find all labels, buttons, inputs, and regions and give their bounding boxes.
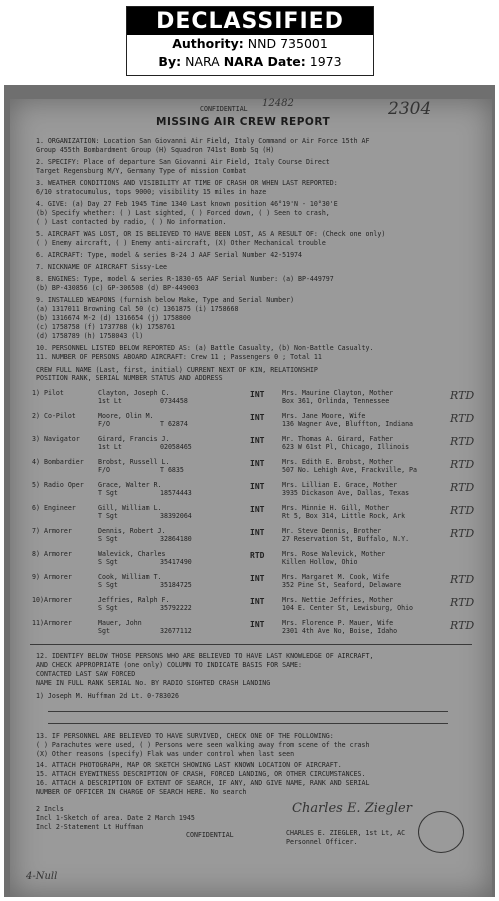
crew-kin: Mrs. Nettie Jeffries, Mother (282, 596, 394, 604)
crew-name: Dennis, Robert J. (98, 527, 166, 535)
stamp-authority-value: NND 735001 (247, 36, 328, 51)
crew-serial: 35184725 (160, 581, 192, 589)
form-line: 10. PERSONNEL LISTED BELOW REPORTED AS: (a) Battle Casualty, (b) Non-Battle Casualty. (36, 344, 374, 352)
crew-kin: Mrs. Minnie H. Gill, Mother (282, 504, 390, 512)
crew-position: Bombardier (44, 458, 84, 466)
form-line: CONTACTED LAST SAW FORCED (36, 670, 136, 678)
crew-position: Navigator (44, 435, 80, 443)
stamp-by (127, 53, 373, 71)
crew-name: Mauer, John (98, 619, 142, 627)
crew-name: Jeffries, Ralph F. (98, 596, 170, 604)
form-line: 15. ATTACH EYEWITNESS DESCRIPTION OF CRASH, FORCED LANDING, OR OTHER CIRCUMSTANCES. (36, 770, 366, 778)
form-line: (d) 1758789 (h) 1758043 (l) (36, 332, 144, 340)
crew-rank: S Sgt (98, 558, 118, 566)
form-line: 6. AIRCRAFT: Type, model & series B-24 J AAF Serial Number 42-51974 (36, 251, 302, 259)
form-line: Target Regensburg M/Y, Germany Type of mission Combat (36, 167, 247, 175)
crew-address: Rt 5, Box 314, Little Rock, Ark (282, 512, 406, 520)
stamp-by-value: NARA (185, 54, 220, 69)
form-line: (X) Other reasons (specify) Flak was under control when last seen (36, 750, 295, 758)
crew-status: INT (250, 459, 265, 468)
report-title: MISSING AIR CREW REPORT (156, 116, 331, 128)
crew-kin: Mr. Thomas A. Girard, Father (282, 435, 394, 443)
crew-serial: 32864180 (160, 535, 192, 543)
classification-bottom: CONFIDENTIAL (186, 831, 234, 839)
crew-status: INT (250, 390, 265, 399)
form-line: 8. ENGINES: Type, model & series R-1830-65 AAF Serial Number: (a) BP-449797 (36, 275, 334, 283)
crew-no: 3) (32, 435, 40, 443)
crew-address: 352 Pine St, Seaford, Delaware (282, 581, 402, 589)
crew-address: 623 W 61st Pl, Chicago, Illinois (282, 443, 410, 451)
crew-mark: RTD (450, 458, 475, 471)
crew-name: Moore, Olin M. (98, 412, 154, 420)
crew-status: RTD (250, 551, 265, 560)
crew-status: INT (250, 505, 265, 514)
crew-kin: Mrs. Rose Walevick, Mother (282, 550, 386, 558)
form-line: 14. ATTACH PHOTOGRAPH, MAP OR SKETCH SHOWING LAST KNOWN LOCATION OF AIRCRAFT. (36, 761, 342, 769)
crew-position: Armorer (44, 527, 72, 535)
crew-position: Engineer (44, 504, 76, 512)
declassified-stamp (126, 6, 374, 76)
stamp-date-label: NARA Date: (223, 54, 306, 69)
crew-no: 4) (32, 458, 40, 466)
classification-top: CONFIDENTIAL (200, 105, 248, 113)
crew-serial: 35792222 (160, 604, 192, 612)
form-line: 3. WEATHER CONDITIONS AND VISIBILITY AT TIME OF CRASH OR WHEN LAST REPORTED: (36, 179, 338, 187)
witness-row: 1) Joseph M. Huffman 2d Lt. 0-783026 (36, 692, 179, 700)
crew-status: INT (250, 620, 265, 629)
crew-kin: Mrs. Florence P. Mauer, Wife (282, 619, 394, 627)
scanned-document (4, 85, 495, 897)
crew-mark: RTD (450, 504, 475, 517)
crew-kin: Mrs. Lillian E. Grace, Mother (282, 481, 398, 489)
report-number: 12482 (262, 98, 294, 109)
crew-header: POSITION RANK, SERIAL NUMBER STATUS AND ADDRESS (36, 374, 223, 382)
form-line: 6/10 stratocumulus, tops 9000; visibility 15 miles in haze (36, 188, 267, 196)
crew-no: 9) (32, 573, 40, 581)
form-line: Group 455th Bombardment Group (H) Squadron 741st Bomb Sq (H) (36, 146, 275, 154)
crew-address: 507 No. Lehigh Ave, Frackville, Pa (282, 466, 417, 474)
crew-position: Radio Oper (44, 481, 84, 489)
form-line: 4. GIVE: (a) Day 27 Feb 1945 Time 1340 Last known position 46°19'N - 10°30'E (36, 200, 338, 208)
stamp-by-label: By: (158, 54, 182, 69)
form-line: NAME IN FULL RANK SERIAL No. BY RADIO SIGHTED CRASH LANDING (36, 679, 271, 687)
form-line: (b) Specify whether: ( ) Last sighted, ( ) Forced down, ( ) Seen to crash, (36, 209, 330, 217)
form-line: (c) 1758758 (f) 1737788 (k) 1758761 (36, 323, 175, 331)
crew-position: Co-Pilot (44, 412, 76, 420)
crew-address: Killen Hollow, Ohio (282, 558, 358, 566)
crew-mark: RTD (450, 389, 475, 402)
crew-rank: S Sgt (98, 604, 118, 612)
crew-position: Armorer (44, 619, 72, 627)
crew-name: Gill, William L. (98, 504, 162, 512)
crew-kin: Mrs. Edith E. Brobst, Mother (282, 458, 394, 466)
crew-address: 3935 Dickason Ave, Dallas, Texas (282, 489, 410, 497)
crew-kin: Mrs. Margaret M. Cook, Wife (282, 573, 390, 581)
crew-no: 7) (32, 527, 40, 535)
crew-name: Walevick, Charles (98, 550, 166, 558)
form-line: 12. IDENTIFY BELOW THOSE PERSONS WHO ARE BELIEVED TO HAVE LAST KNOWLEDGE OF AIRCRAFT, (36, 652, 374, 660)
crew-mark: RTD (450, 435, 475, 448)
circle-stamp (418, 811, 464, 853)
form-line: ( ) Last contacted by radio, ( ) No information. (36, 218, 227, 226)
enclosure-line: Incl 1-Sketch of area. Date 2 March 1945 (36, 814, 195, 822)
crew-serial: 18574443 (160, 489, 192, 497)
form-line: (b) 1316674 M-2 (d) 1316654 (j) 1758800 (36, 314, 191, 322)
crew-address: 27 Reservation St, Buffalo, N.Y. (282, 535, 410, 543)
crew-name: Grace, Walter R. (98, 481, 162, 489)
crew-rank: S Sgt (98, 581, 118, 589)
form-line: ( ) Enemy aircraft, ( ) Enemy anti-aircraft, (X) Other Mechanical trouble (36, 239, 326, 247)
crew-no: 8) (32, 550, 40, 558)
form-line: 7. NICKNAME OF AIRCRAFT Sissy-Lee (36, 263, 168, 271)
form-line: (b) BP-430856 (c) GP-306508 (d) BP-449003 (36, 284, 199, 292)
crew-no: 11) (32, 619, 44, 627)
crew-status: INT (250, 597, 265, 606)
crew-status: INT (250, 436, 265, 445)
footer-note: 4-Null (26, 871, 58, 882)
form-line: 9. INSTALLED WEAPONS (furnish below Make, Type and Serial Number) (36, 296, 295, 304)
crew-serial: 32677112 (160, 627, 192, 635)
crew-address: 2301 4th Ave No, Boise, Idaho (282, 627, 398, 635)
crew-kin: Mrs. Maurine Clayton, Mother (282, 389, 394, 397)
report-form (10, 99, 492, 897)
crew-header: CREW FULL NAME (Last, first, initial) CURRENT NEXT OF KIN, RELATIONSHIP (36, 366, 318, 374)
form-line: NUMBER OF OFFICER IN CHARGE OF SEARCH HERE. No search (36, 788, 247, 796)
crew-kin: Mr. Steve Dennis, Brother (282, 527, 382, 535)
crew-position: Armorer (44, 573, 72, 581)
form-line: 5. AIRCRAFT WAS LOST, OR IS BELIEVED TO HAVE BEEN LOST, AS A RESULT OF: (Check one only) (36, 230, 386, 238)
crew-no: 6) (32, 504, 40, 512)
blank-line (48, 723, 448, 724)
crew-mark: RTD (450, 596, 475, 609)
crew-rank: S Sgt (98, 535, 118, 543)
crew-status: INT (250, 413, 265, 422)
crew-rank: 1st Lt (98, 443, 122, 451)
crew-no: 2) (32, 412, 40, 420)
form-line: 2. SPECIFY: Place of departure San Giovanni Air Field, Italy Course Direct (36, 158, 330, 166)
form-line: 1. ORGANIZATION: Location San Giovanni Air Field, Italy Command or Air Force 15th AF (36, 137, 370, 145)
crew-name: Clayton, Joseph C. (98, 389, 170, 397)
crew-rank: F/O (98, 466, 110, 474)
crew-address: Box 361, Orlinda, Tennessee (282, 397, 390, 405)
crew-name: Girard, Francis J. (98, 435, 170, 443)
enclosure-line: Incl 2-Statement Lt Huffman (36, 823, 144, 831)
crew-status: INT (250, 482, 265, 491)
divider (30, 644, 472, 645)
form-line: ( ) Parachutes were used, ( ) Persons were seen walking away from scene of the crash (36, 741, 370, 749)
crew-serial: 0734458 (160, 397, 188, 405)
signer-name: CHARLES E. ZIEGLER, 1st Lt, AC (286, 829, 406, 837)
enclosure-line: 2 Incls (36, 805, 64, 813)
crew-position: Armorer (44, 596, 72, 604)
signer-title: Personnel Officer. (286, 838, 358, 846)
crew-no: 5) (32, 481, 40, 489)
handwritten-number: 2304 (388, 99, 432, 119)
crew-rank: T Sgt (98, 512, 118, 520)
crew-address: 104 E. Center St, Lewisburg, Ohio (282, 604, 414, 612)
crew-address: 136 Wagner Ave, Bluffton, Indiana (282, 420, 414, 428)
crew-serial: 38392064 (160, 512, 192, 520)
crew-serial: T 62874 (160, 420, 188, 428)
crew-serial: 35417490 (160, 558, 192, 566)
crew-no: 10) (32, 596, 44, 604)
crew-status: INT (250, 574, 265, 583)
stamp-title: DECLASSIFIED (127, 7, 373, 35)
crew-status: INT (250, 528, 265, 537)
crew-mark: RTD (450, 619, 475, 632)
crew-rank: T Sgt (98, 489, 118, 497)
crew-serial: 02058465 (160, 443, 192, 451)
crew-mark: RTD (450, 527, 475, 540)
crew-mark: RTD (450, 481, 475, 494)
crew-rank: 1st Lt (98, 397, 122, 405)
form-line: 16. ATTACH A DESCRIPTION OF EXTENT OF SEARCH, IF ANY, AND GIVE NAME, RANK AND SERIAL (36, 779, 370, 787)
crew-position: Pilot (44, 389, 64, 397)
crew-serial: T 6835 (160, 466, 184, 474)
form-line: (a) 1317011 Browning Cal 50 (c) 1361875 (i) 1758668 (36, 305, 239, 313)
crew-mark: RTD (450, 573, 475, 586)
crew-rank: F/O (98, 420, 110, 428)
crew-mark: RTD (450, 412, 475, 425)
stamp-authority-label: Authority: (172, 36, 244, 51)
form-line: AND CHECK APPROPRIATE (one only) COLUMN TO INDICATE BASIS FOR SAME: (36, 661, 302, 669)
crew-name: Brobst, Russell L. (98, 458, 170, 466)
stamp-authority (127, 35, 373, 53)
form-line: 11. NUMBER OF PERSONS ABOARD AIRCRAFT: Crew 11 ; Passengers 0 ; Total 11 (36, 353, 322, 361)
signature: Charles E. Ziegler (292, 801, 412, 816)
stamp-date-value: 1973 (309, 54, 342, 69)
crew-name: Cook, William T. (98, 573, 162, 581)
crew-position: Armorer (44, 550, 72, 558)
form-line: 13. IF PERSONNEL ARE BELIEVED TO HAVE SURVIVED, CHECK ONE OF THE FOLLOWING: (36, 732, 334, 740)
crew-kin: Mrs. Jane Moore, Wife (282, 412, 366, 420)
crew-no: 1) (32, 389, 40, 397)
crew-rank: Sgt (98, 627, 110, 635)
blank-line (48, 711, 448, 712)
